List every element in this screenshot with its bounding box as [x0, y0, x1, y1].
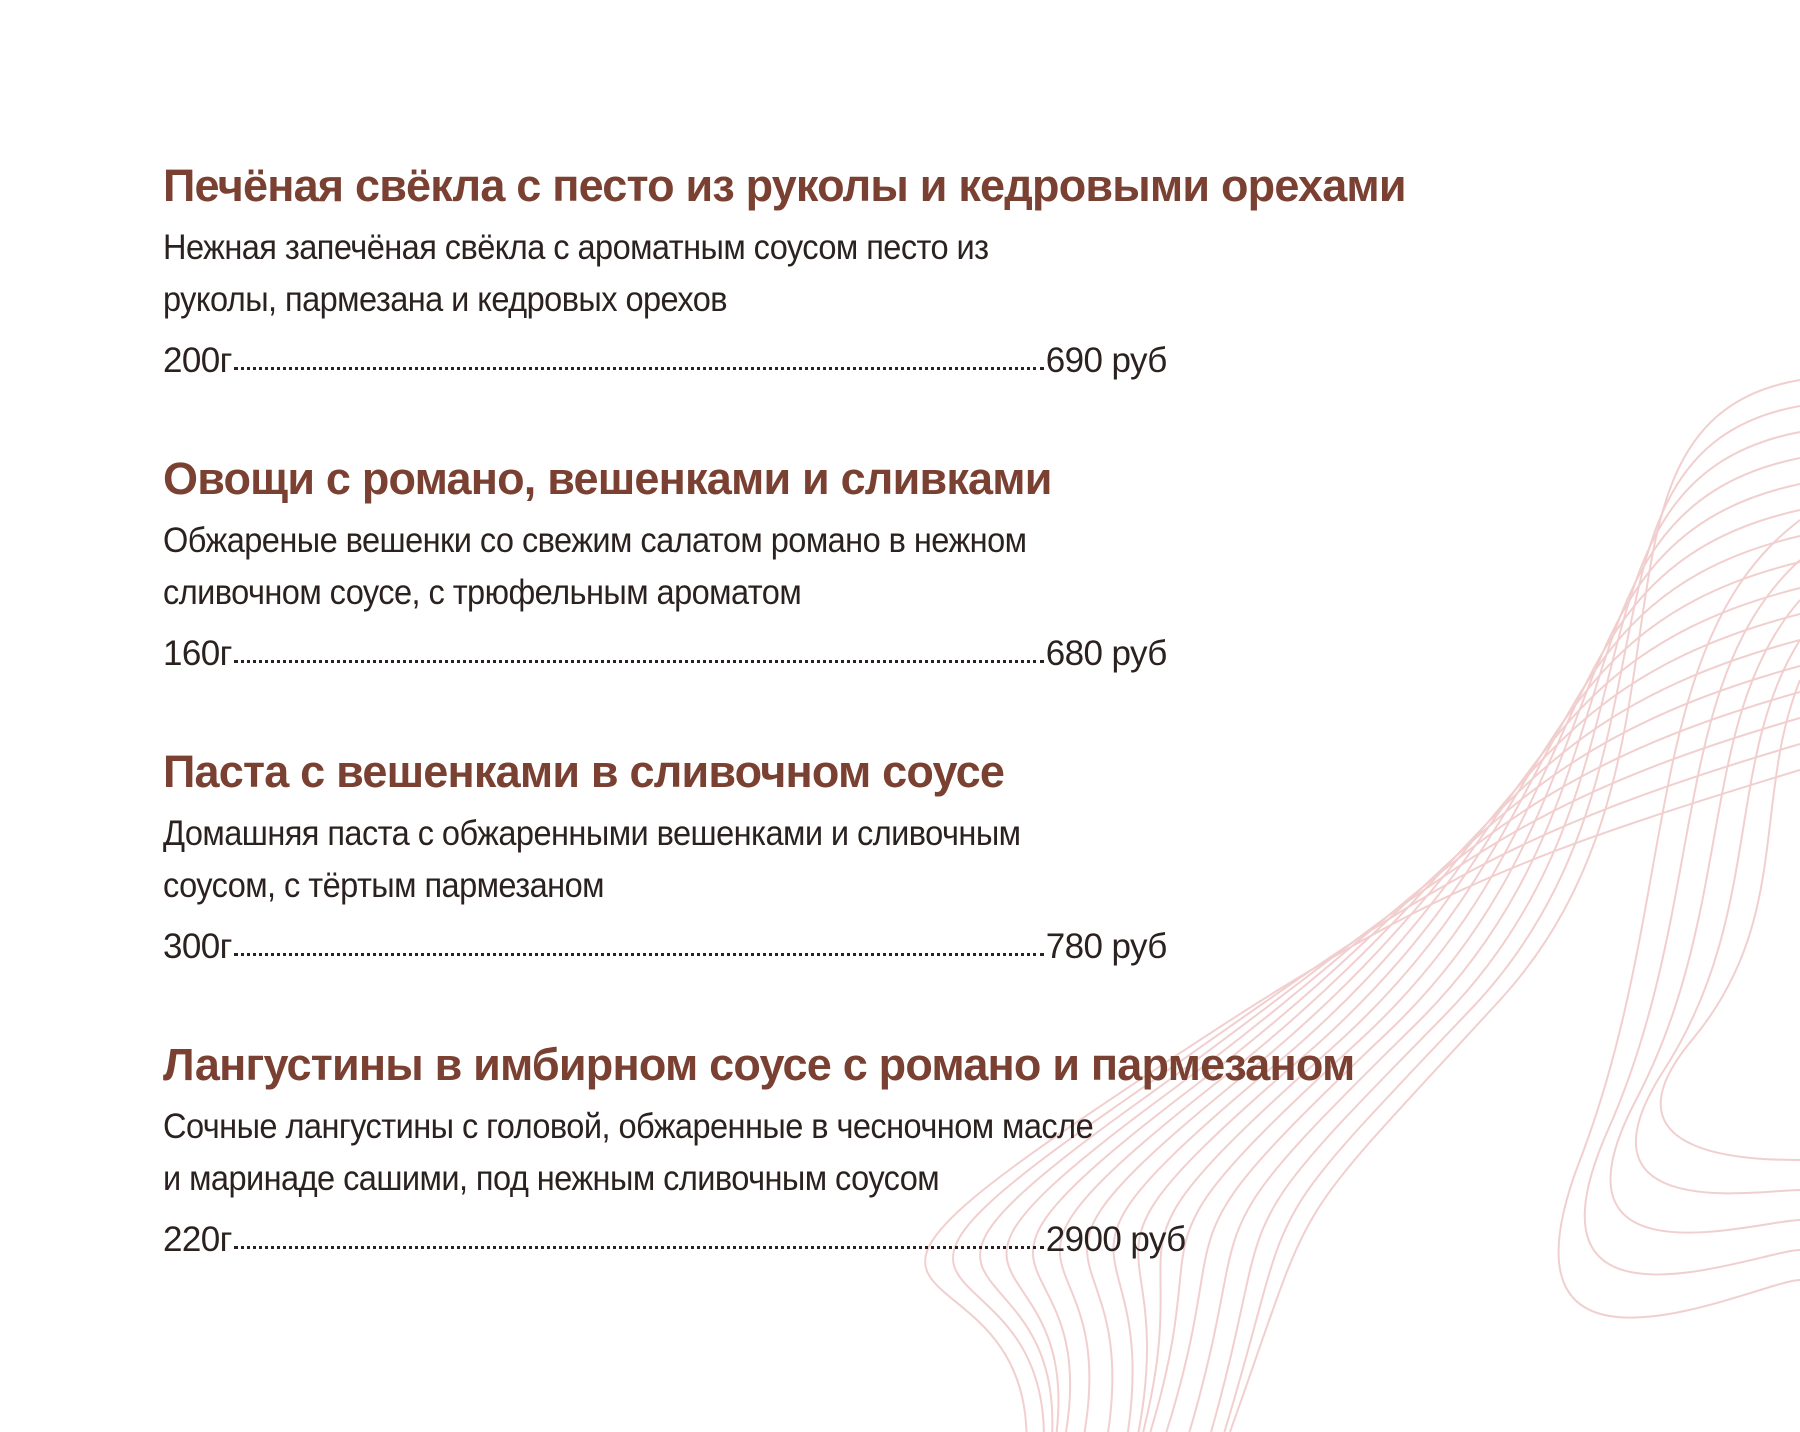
- dish-title: Паста с вешенками в сливочном соусе: [163, 746, 1005, 797]
- menu-item: [163, 1029, 1393, 1322]
- contour-line: [1585, 560, 1800, 1274]
- dish-description-line: руколы, пармезана и кедровых орехов: [163, 280, 728, 319]
- dish-price: 780 руб: [1045, 927, 1167, 966]
- dish-description: [163, 515, 1307, 619]
- dish-title: Печёная свёкла с песто из руколы и кедровыми орехами: [163, 160, 1406, 211]
- dish-description-line: и маринаде сашими, под нежным сливочным соусом: [163, 1159, 940, 1198]
- dish-weight: 200г: [163, 341, 232, 380]
- menu-item: [163, 736, 1393, 1029]
- dish-description: [163, 1101, 1307, 1205]
- contour-line: [1611, 600, 1800, 1233]
- menu-item: [163, 443, 1393, 736]
- dish-price: 2900 руб: [1045, 1220, 1186, 1259]
- dish-title: Лангустины в имбирном соусе с романо и пармезаном: [163, 1039, 1355, 1090]
- dotted-leader: [234, 953, 1044, 956]
- menu-item: [163, 150, 1406, 443]
- contour-line: [1559, 520, 1800, 1318]
- dish-price: 680 руб: [1045, 634, 1167, 673]
- dish-title: Овощи с романо, вешенками и сливками: [163, 453, 1052, 504]
- dish-description-line: Нежная запечёная свёкла с ароматным соусом песто из: [163, 228, 989, 267]
- dotted-leader: [234, 1246, 1044, 1249]
- dish-description: [163, 222, 1307, 326]
- dish-description-line: Сочные лангустины с головой, обжаренные в чесночном масле: [163, 1107, 1094, 1146]
- dish-price: 690 руб: [1045, 341, 1167, 380]
- dotted-leader: [234, 660, 1044, 663]
- price-row: [163, 1209, 1393, 1271]
- dish-weight: 300г: [163, 927, 232, 966]
- price-row: [163, 916, 1393, 978]
- dish-description-line: Обжареные вешенки со свежим салатом романо в нежном: [163, 521, 1027, 560]
- dish-weight: 220г: [163, 1220, 232, 1259]
- dish-description-line: сливочном соусе, с трюфельным ароматом: [163, 573, 802, 612]
- dish-description: [163, 808, 1307, 912]
- dish-description-line: соусом, с тёртым пармезаном: [163, 866, 604, 905]
- price-row: [163, 623, 1393, 685]
- price-row: [163, 330, 1393, 392]
- dish-description-line: Домашняя паста с обжаренными вешенками и сливочным: [163, 814, 1021, 853]
- dish-weight: 160г: [163, 634, 232, 673]
- menu-list: [163, 150, 1406, 1322]
- dotted-leader: [234, 367, 1044, 370]
